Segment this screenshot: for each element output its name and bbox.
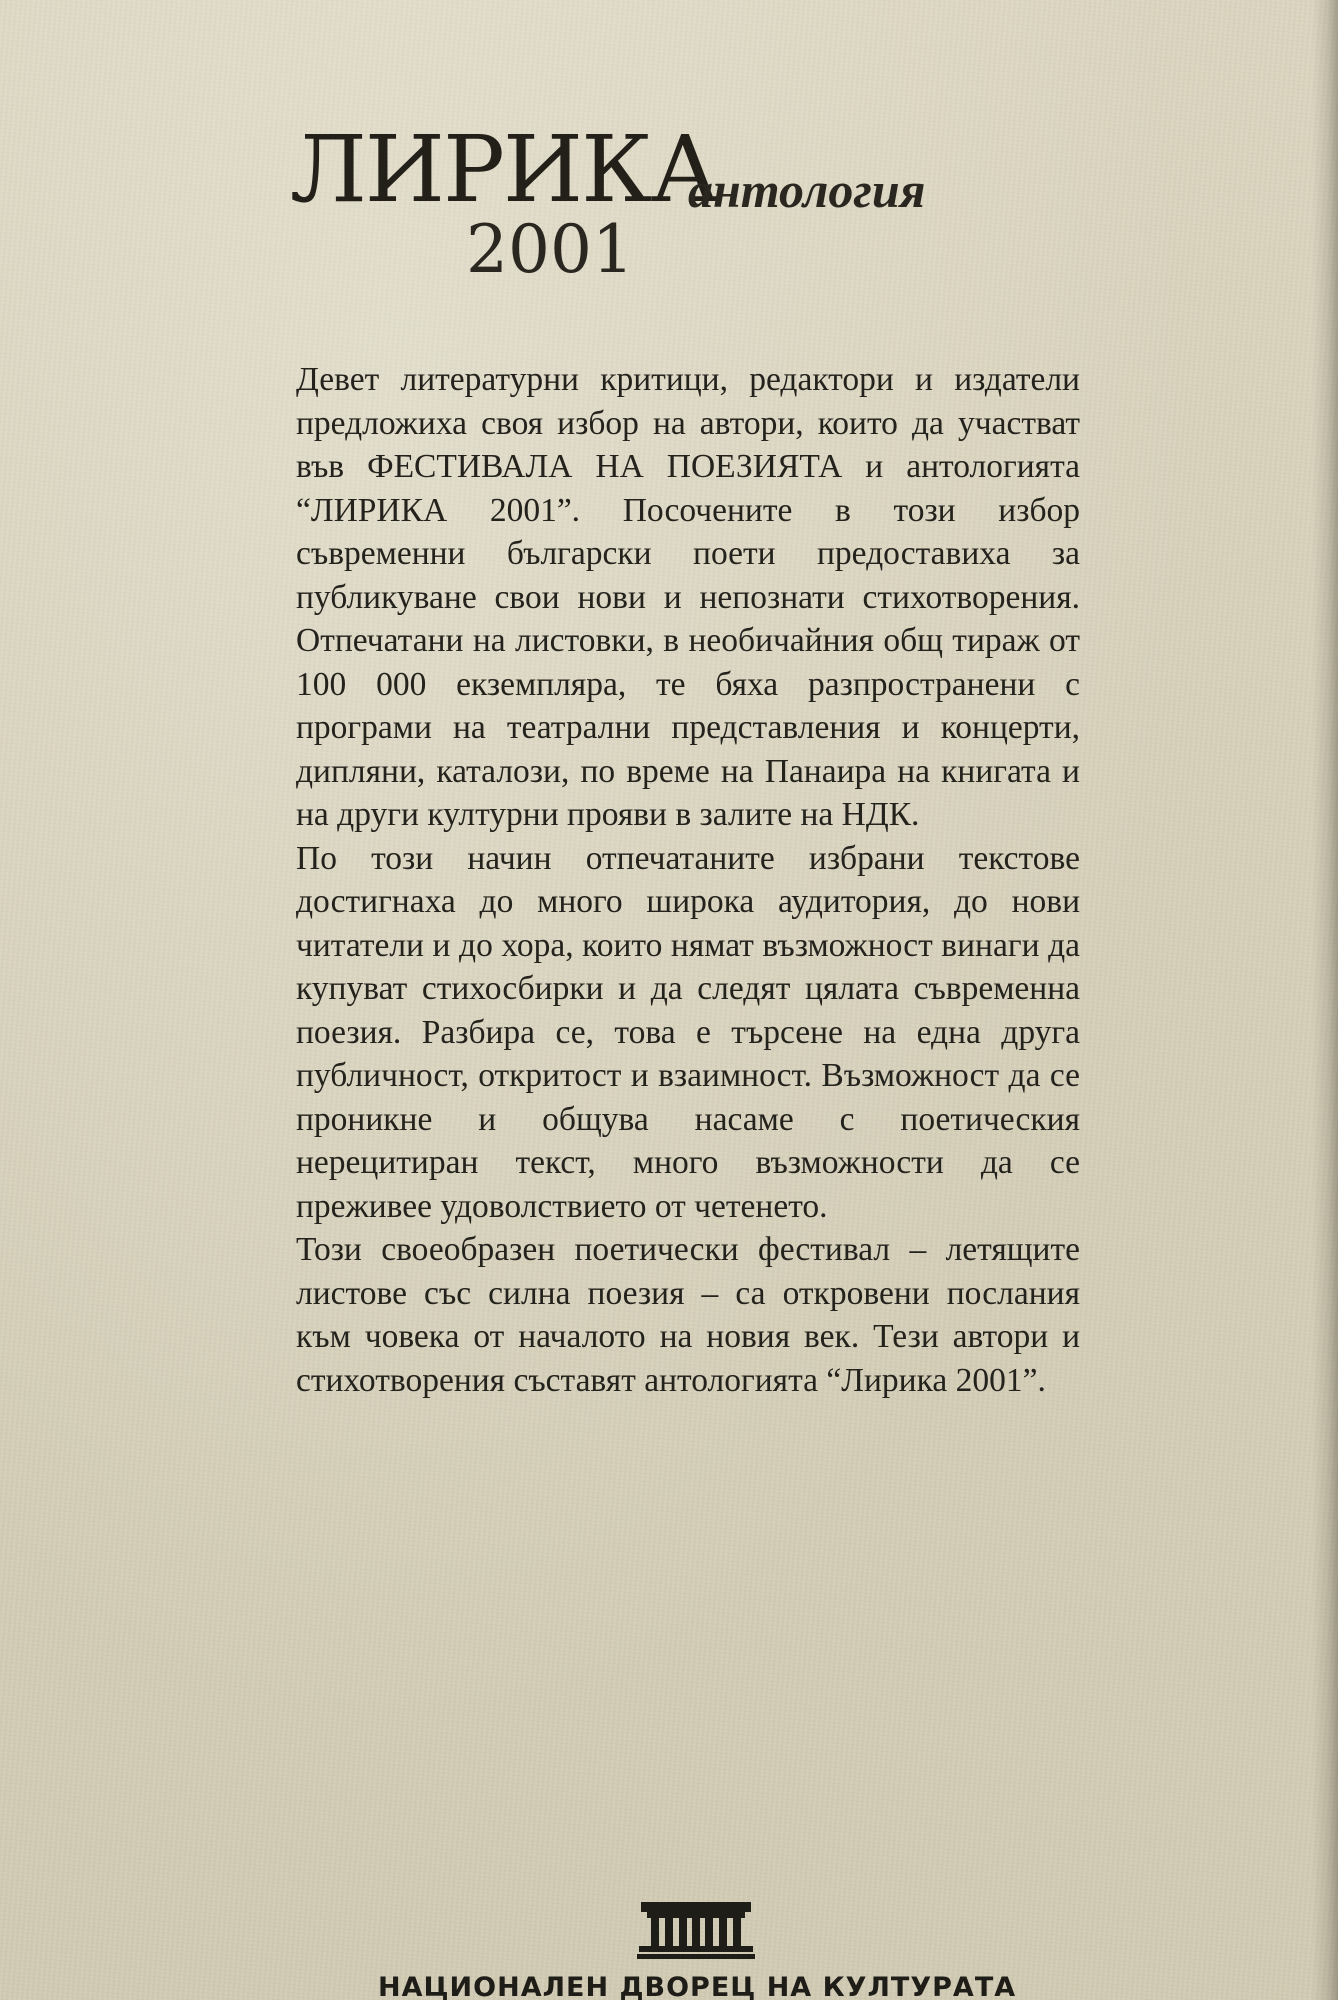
publisher-block: [0, 1900, 1338, 2000]
ndk-building-logo-icon: [637, 1900, 755, 1960]
blurb-paragraph-2: По този начин отпечатаните избрани текстове достигнаха до много широка аудитория, до нови читатели и до хора, които нямат възможност винаги да купуват стихосбирки и да следят цялата съвременна поезия. Разбира се, това е търсене на една друга публичност, откритост и взаимност. Възможност да се проникне и общува насаме с поетическия нерецитиран текст, много възможности да се преживее удоволствието от четенето.: [296, 839, 1080, 1225]
publisher-name: НАЦИОНАЛЕН ДВОРЕЦ НА КУЛТУРАТА: [378, 1972, 1017, 2000]
blurb-text: [296, 358, 1080, 1402]
blurb-paragraph-3: Този своеобразен поетически фестивал – летящите листове със силна поезия – са откровени послания към човека от началото на новия век. Тези автори и стихотворения съставят антологията “Лирика 2001”.: [296, 1231, 1080, 1399]
title-block: [290, 116, 990, 290]
book-subtitle: антология: [688, 162, 926, 218]
book-title: ЛИРИКА: [290, 116, 719, 223]
cover-edge-shadow: [1312, 0, 1338, 2000]
blurb-paragraph-1: Девет литературни критици, редактори и издатели предложиха своя избор на автори, които да участват във ФЕСТИВАЛА НА ПОЕЗИЯТА и антологията “ЛИРИКА 2001”. Посочените в този избор съвременни български поети предоставиха за публикуване свои нови и непознати стихотворения. Отпечатани на листовки, в необичайния общ тираж от 100 000 екземпляра, те бяха разпространени с програми на театрални представления и концерти, дипляни, каталози, по време на Панаира на книгата и на други културни прояви в залите на НДК.: [296, 361, 1080, 833]
book-year: 2001: [466, 211, 634, 288]
